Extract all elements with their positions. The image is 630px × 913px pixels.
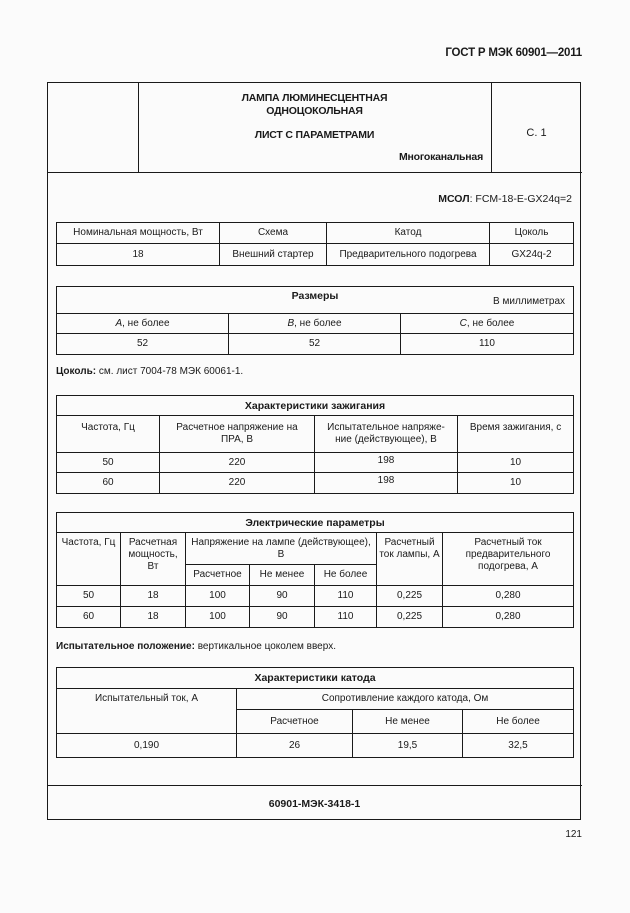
table-cell: 198 xyxy=(315,453,458,473)
dimension-suffix: , не более xyxy=(122,317,170,329)
header-cell: Сопротивление каждого катода, Ом xyxy=(237,689,574,710)
page-number: 121 xyxy=(565,829,582,840)
table-cell: 110 xyxy=(315,586,377,607)
base-note-text: см. лист 7004-78 МЭК 60061-1. xyxy=(96,366,244,377)
dimension-letter: B xyxy=(287,317,295,329)
header-cell: Цоколь xyxy=(490,223,574,244)
table-caption-row xyxy=(57,396,574,416)
sheet-page: С. 1 xyxy=(526,127,547,139)
table-cell: 100 xyxy=(186,607,250,628)
table-caption-row xyxy=(57,513,574,533)
test-position-text: вертикальное цоколем вверх. xyxy=(194,641,336,652)
header-cell: Катод xyxy=(327,223,490,244)
test-position-label: Испытательное положение: xyxy=(56,641,195,652)
table-row xyxy=(57,586,574,607)
header-cell: Расчетное напряжение на ПРА, В xyxy=(160,416,315,453)
header-cell: Расчетный ток предварительного подогрева, А xyxy=(443,533,574,586)
dimension-letter: A xyxy=(115,317,123,329)
table-row xyxy=(57,607,574,628)
cathode-table xyxy=(56,667,574,758)
table-cell: 0,190 xyxy=(57,734,237,758)
sheet-title-line2: ОДНОЦОКОЛЬНАЯ xyxy=(266,105,363,117)
table-cell: 110 xyxy=(401,334,574,355)
table-caption: Характеристики катода xyxy=(57,668,574,689)
table-cell: 0,225 xyxy=(377,586,443,607)
table-cell: 60 xyxy=(57,607,121,628)
table-cell: 220 xyxy=(160,453,315,473)
header-cell: Расчетная мощность, Вт xyxy=(121,533,186,586)
table-cell: 110 xyxy=(315,607,377,628)
table-caption: Размеры xyxy=(291,290,339,302)
general-table xyxy=(56,222,574,266)
table-cell: 18 xyxy=(57,244,220,266)
table-cell: 52 xyxy=(57,334,229,355)
table-cell: 198 xyxy=(315,473,458,494)
table-header-row xyxy=(57,689,574,710)
header-cell: Испытательное напряже-ние (действующее), В xyxy=(315,416,458,453)
table-row xyxy=(57,453,574,473)
mcol-value: : FCM-18-E-GX24q=2 xyxy=(469,193,572,205)
table-cell: 0,280 xyxy=(443,607,574,628)
table-header-row xyxy=(57,223,574,244)
table-cell: Внешний стартер xyxy=(220,244,327,266)
table-cell: 0,225 xyxy=(377,607,443,628)
header-cell: Расчетный ток лампы, А xyxy=(377,533,443,586)
table-header-row xyxy=(57,314,574,334)
base-note-label: Цоколь: xyxy=(56,366,97,377)
table-caption-row xyxy=(57,668,574,689)
table-cell: 18 xyxy=(121,607,186,628)
header-divider xyxy=(47,172,582,173)
table-header-row xyxy=(57,416,574,453)
table-cell: 60 xyxy=(57,473,160,494)
table-cell: 220 xyxy=(160,473,315,494)
table-header-row xyxy=(57,533,574,565)
lamp-subtype: Многоканальная xyxy=(398,151,483,163)
sheet-title-line1: ЛАМПА ЛЮМИНЕСЦЕНТНАЯ xyxy=(241,92,388,104)
header-cell: Частота, Гц xyxy=(57,416,160,453)
header-cell xyxy=(229,314,401,334)
table-row xyxy=(57,473,574,494)
table-row xyxy=(57,734,574,758)
header-cell xyxy=(401,314,574,334)
table-cell: 10 xyxy=(458,453,574,473)
standard-code: ГОСТ Р МЭК 60901—2011 xyxy=(445,47,582,59)
units-label: В миллиметрах xyxy=(493,296,566,307)
table-cell: 90 xyxy=(250,586,315,607)
table-cell: 18 xyxy=(121,586,186,607)
base-note xyxy=(56,366,243,377)
dimension-suffix: , не более xyxy=(294,317,342,329)
header-cell: Напряжение на лампе (действующее), В xyxy=(186,533,377,565)
electrical-table xyxy=(56,512,574,628)
table-cell: 0,280 xyxy=(443,586,574,607)
dimensions-table xyxy=(56,286,574,355)
sheet-subtitle: ЛИСТ С ПАРАМЕТРАМИ xyxy=(254,129,375,141)
table-row xyxy=(57,244,574,266)
header-cell: Расчетное xyxy=(186,565,250,586)
sheet-code: 60901-МЭК-3418-1 xyxy=(268,798,361,810)
dimension-letter: C xyxy=(459,317,467,329)
mcol-label: МСОЛ xyxy=(438,193,470,205)
test-position-note xyxy=(56,641,336,652)
table-cell: 100 xyxy=(186,586,250,607)
table-cell: 50 xyxy=(57,453,160,473)
table-caption-row xyxy=(57,287,574,314)
table-cell: 26 xyxy=(237,734,353,758)
ignition-table xyxy=(56,395,574,494)
header-cell: Не менее xyxy=(353,710,463,734)
table-cell: 10 xyxy=(458,473,574,494)
table-cell: 50 xyxy=(57,586,121,607)
table-row xyxy=(57,334,574,355)
table-cell: 19,5 xyxy=(353,734,463,758)
header-cell: Расчетное xyxy=(237,710,353,734)
header-cell: Номинальная мощность, Вт xyxy=(57,223,220,244)
table-caption: Характеристики зажигания xyxy=(57,396,574,416)
table-cell: 32,5 xyxy=(463,734,574,758)
header-cell: Испытательный ток, А xyxy=(57,689,237,734)
table-cell: Предварительного подогрева xyxy=(327,244,490,266)
header-cell: Время зажигания, с xyxy=(458,416,574,453)
footer-divider xyxy=(47,785,582,786)
table-cell: GX24q-2 xyxy=(490,244,574,266)
header-cell: Схема xyxy=(220,223,327,244)
caption-cell xyxy=(57,287,574,314)
header-cell: Не менее xyxy=(250,565,315,586)
table-cell: 90 xyxy=(250,607,315,628)
table-cell: 52 xyxy=(229,334,401,355)
header-cell: Не более xyxy=(463,710,574,734)
header-cell: Частота, Гц xyxy=(57,533,121,586)
mcol-designation xyxy=(438,193,572,205)
dimension-suffix: , не более xyxy=(466,317,515,329)
header-cell: Не более xyxy=(315,565,377,586)
table-caption: Электрические параметры xyxy=(57,513,574,533)
header-cell xyxy=(57,314,229,334)
